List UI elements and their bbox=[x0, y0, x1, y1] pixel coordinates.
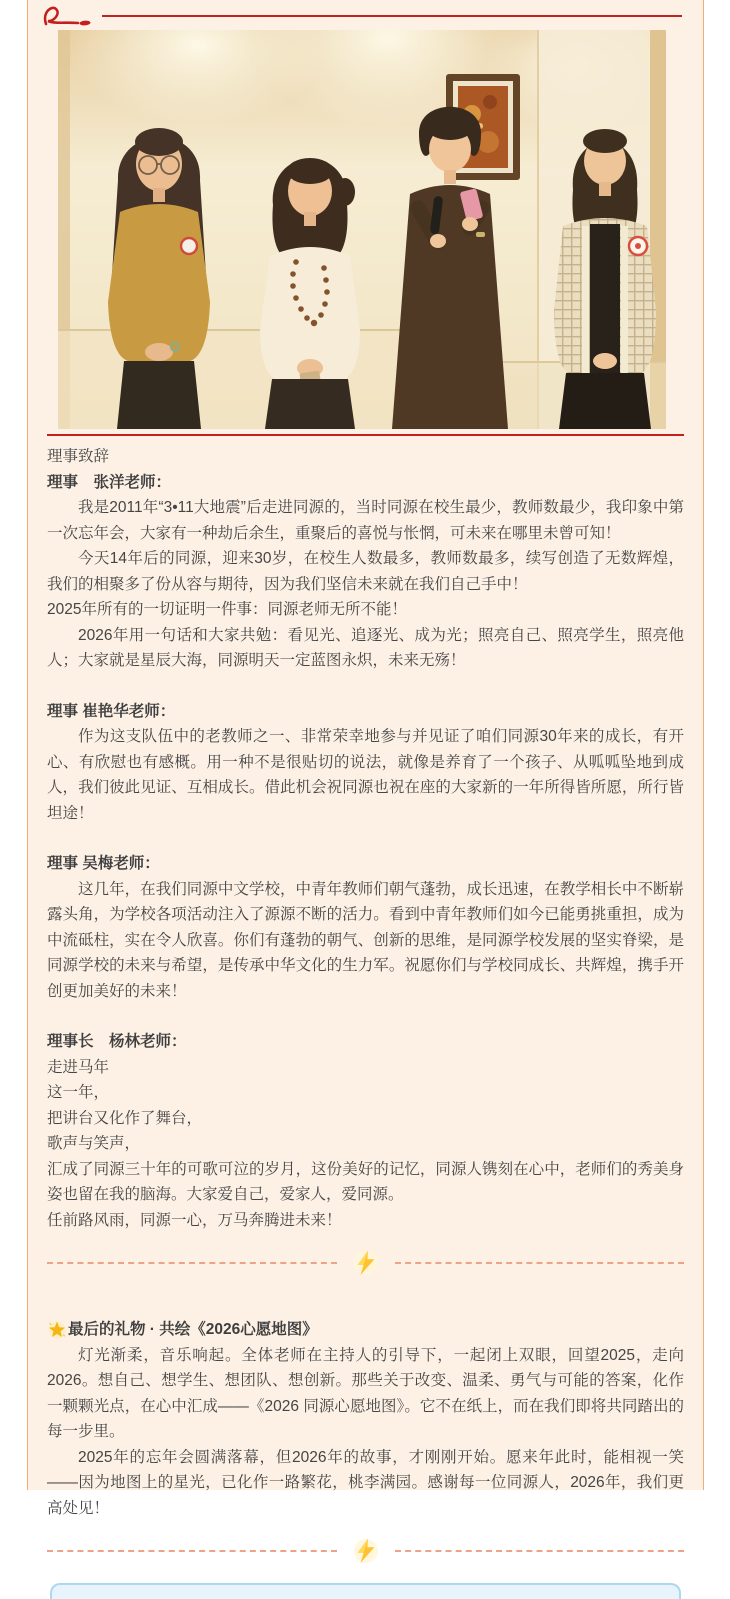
article-paragraph: 理事长 杨林老师： bbox=[47, 1029, 684, 1055]
divider-dash-left bbox=[47, 1262, 337, 1264]
lightning-bolt-icon bbox=[353, 1537, 379, 1565]
divider-dash-left bbox=[47, 1550, 337, 1552]
article-paragraph: 歌声与笑声， bbox=[47, 1131, 684, 1157]
article-paragraph: 任前路风雨，同源一心，万马奔腾进未来！ bbox=[47, 1208, 684, 1234]
article-body bbox=[47, 444, 684, 1565]
glowing-star-icon bbox=[47, 1320, 66, 1339]
article-paragraph: 2026年用一句话和大家共勉：看见光、追逐光、成为光；照亮自己、照亮学生，照亮他人；大家就是星辰大海，同源明天一定蓝图永炽，未来无殇！ bbox=[47, 623, 684, 674]
section-title bbox=[47, 1317, 684, 1343]
section-title-text: 最后的礼物 · 共绘《2026心愿地图》 bbox=[68, 1317, 318, 1343]
article-paragraph: 作为这支队伍中的老教师之一、非常荣幸地参与并见证了咱们同源30年来的成长，有开心、有欣慰也有感概。用一种不是很贴切的说法，就像是养育了一个孩子、从呱呱坠地到成人，我们彼此见证、互相成长。借此机会祝同源也祝在座的大家新的一年所得皆所愿，所行皆坦途！ bbox=[47, 724, 684, 826]
section-divider bbox=[47, 1537, 684, 1565]
lightning-bolt-icon bbox=[353, 1249, 379, 1277]
next-card-top bbox=[50, 1583, 681, 1599]
decorative-header bbox=[47, 4, 684, 28]
divider-dash-right bbox=[395, 1262, 685, 1264]
header-rule bbox=[102, 15, 682, 17]
photo-underline-rule bbox=[47, 434, 684, 436]
event-photo bbox=[58, 30, 666, 429]
article-paragraph: 这一年， bbox=[47, 1080, 684, 1106]
article-paragraph: 汇成了同源三十年的可歌可泣的岁月，这份美好的记忆，同源人镌刻在心中，老师们的秀美身姿也留在我的脑海。大家爱自己，爱家人，爱同源。 bbox=[47, 1157, 684, 1208]
article-paragraph: 今天14年后的同源，迎来30岁，在校生人数最多，教师数最多，续写创造了无数辉煌，我们的相聚多了份从容与期待，因为我们坚信未来就在我们自己手中！ bbox=[47, 546, 684, 597]
article-paragraph: 2025年的忘年会圆满落幕，但2026年的故事，才刚刚开始。愿来年此时，能相视一笑——因为地图上的星光，已化作一路繁花，桃李满园。感谢每一位同源人，2026年，我们更高处见！ bbox=[47, 1445, 684, 1522]
article-paragraph: 理事 崔艳华老师： bbox=[47, 699, 684, 725]
article-paragraph: 把讲台又化作了舞台， bbox=[47, 1106, 684, 1132]
section-divider bbox=[47, 1249, 684, 1277]
article-paragraph: 理事 吴梅老师： bbox=[47, 851, 684, 877]
article-card bbox=[27, 0, 704, 1490]
article-paragraph: 2025年所有的一切证明一件事：同源老师无所不能！ bbox=[47, 597, 684, 623]
article-paragraph: 我是2011年“3•11大地震”后走进同源的，当时同源在校生最少，教师数最少，我印象中第一次忘年会，大家有一种劫后余生，重聚后的喜悦与怅惘，可未来在哪里未曾可知！ bbox=[47, 495, 684, 546]
article-paragraph: 理事 张洋老师： bbox=[47, 470, 684, 496]
divider-dash-right bbox=[395, 1550, 685, 1552]
article-paragraph: 灯光渐柔，音乐响起。全体老师在主持人的引导下，一起闭上双眼，回望2025，走向2026。想自己、想学生、想团队、想创新。那些关于改变、温柔、勇气与可能的答案，化作一颗颗光点，在心中汇成——《2026 同源心愿地图》。它不在纸上，而在我们即将共同踏出的每一步里。 bbox=[47, 1343, 684, 1445]
article-paragraph: 理事致辞 bbox=[47, 444, 684, 470]
ribbon-squiggle-icon bbox=[40, 3, 96, 29]
article-paragraph: 走进马年 bbox=[47, 1055, 684, 1081]
article-paragraph: 这几年，在我们同源中文学校，中青年教师们朝气蓬勃，成长迅速，在教学相长中不断崭露头角，为学校各项活动注入了源源不断的活力。看到中青年教师们如今已能勇挑重担，成为中流砥柱，实在令人欣喜。你们有蓬勃的朝气、创新的思维，是同源学校发展的坚实脊梁，是同源学校的未来与希望，是传承中华文化的生力军。祝愿你们与学校同成长、共辉煌，携手开创更加美好的未来！ bbox=[47, 877, 684, 1005]
